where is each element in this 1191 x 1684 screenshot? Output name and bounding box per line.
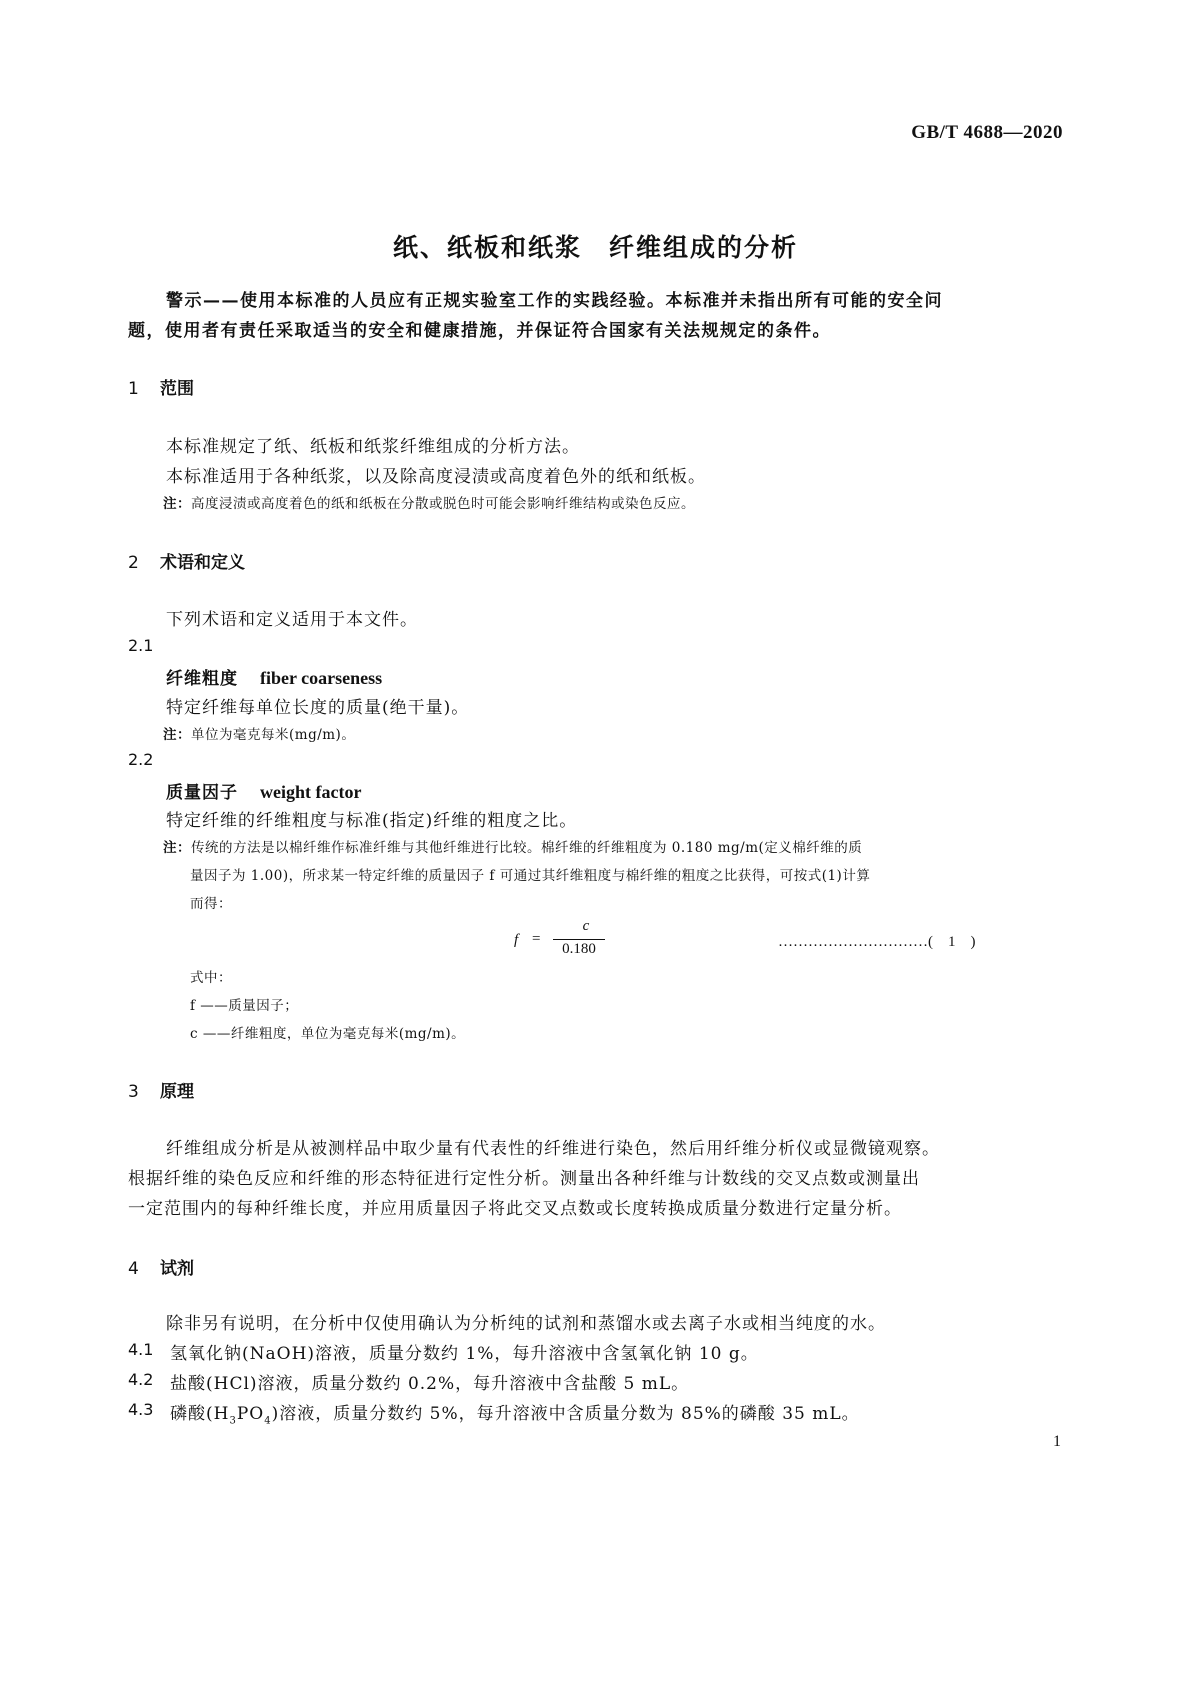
section-3-heading — [128, 1077, 194, 1102]
page-number: 1 — [1053, 1433, 1061, 1450]
note-text: 传统的方法是以棉纤维作标准纤维与其他纤维进行比较。棉纤维的纤维粗度为 0.180 mg/m(定义棉纤维的质 — [191, 840, 863, 856]
formula-lhs: f — [514, 932, 519, 948]
term-2-2-definition: 特定纤维的纤维粗度与标准(指定)纤维的粗度之比。 — [166, 811, 578, 831]
formula-numerator: c — [582, 918, 590, 934]
term-2-1-number: 2.1 — [128, 636, 154, 655]
formula-variable-f: f ——质量因子； — [190, 998, 299, 1014]
section-2-heading — [128, 548, 245, 573]
term-english: weight factor — [260, 782, 362, 802]
note-text: 单位为毫克每米(mg/m)。 — [191, 727, 356, 743]
term-english: fiber coarseness — [260, 668, 383, 688]
note-text: 高度浸渍或高度着色的纸和纸板在分散或脱色时可能会影响纤维结构或染色反应。 — [191, 496, 695, 512]
document-title: 纸、纸板和纸浆 纤维组成的分析 — [392, 233, 798, 262]
term-2-1-definition: 特定纤维每单位长度的质量(绝干量)。 — [166, 698, 470, 718]
term-2-1-heading — [166, 664, 382, 689]
text-part: )溶液，质量分数约 5%，每升溶液中含质量分数为 85%的磷酸 35 mL。 — [271, 1404, 860, 1424]
section-1-heading — [128, 374, 194, 399]
term-2-1-note — [163, 723, 355, 743]
text-part: 磷酸(H — [170, 1404, 230, 1424]
section-4-heading — [128, 1254, 194, 1279]
reagent-4-1-text: 氢氧化钠(NaOH)溶液，质量分数约 1%，每升溶液中含氢氧化钠 10 g。 — [170, 1344, 759, 1364]
principle-line-3: 一定范围内的每种纤维长度，并应用质量因子将此交叉点数或长度转换成质量分数进行定量分析。 — [128, 1199, 902, 1219]
section-number: 2 — [128, 553, 139, 573]
formula-denominator: 0.180 — [562, 941, 596, 957]
section-number: 3 — [128, 1082, 139, 1102]
section-number: 1 — [128, 379, 139, 399]
scope-note — [163, 492, 695, 512]
term-2-2-note-line-3: 而得： — [190, 896, 232, 912]
term-2-2-number: 2.2 — [128, 750, 154, 769]
reagent-4-3-number: 4.3 — [128, 1400, 154, 1419]
formula-equals: = — [532, 931, 541, 947]
term-chinese: 纤维粗度 — [166, 669, 238, 689]
fraction-bar — [553, 939, 605, 940]
term-2-2-note-line-2: 量因子为 1.00)，所求某一特定纤维的质量因子 f 可通过其纤维粗度与棉纤维的粗度之比获得，可按式(1)计算 — [190, 868, 871, 884]
section-title: 范围 — [160, 379, 194, 399]
note-label: 注： — [163, 496, 191, 512]
reagent-4-2-text: 盐酸(HCl)溶液，质量分数约 0.2%，每升溶液中含盐酸 5 mL。 — [170, 1374, 690, 1394]
scope-paragraph-2: 本标准适用于各种纸浆，以及除高度浸渍或高度着色外的纸和纸板。 — [166, 467, 706, 487]
section-number: 4 — [128, 1259, 139, 1279]
warning-line-2: 题，使用者有责任采取适当的安全和健康措施，并保证符合国家有关法规规定的条件。 — [128, 321, 831, 341]
section-title: 术语和定义 — [160, 553, 245, 573]
formula-variable-c: c ——纤维粗度，单位为毫克每米(mg/m)。 — [190, 1026, 466, 1042]
formula-number: …………………………( 1 ) — [778, 934, 976, 950]
terms-intro: 下列术语和定义适用于本文件。 — [166, 610, 418, 630]
term-chinese: 质量因子 — [166, 783, 238, 803]
reagent-4-3-text — [170, 1399, 860, 1426]
formula-where: 式中： — [190, 970, 232, 986]
section-title: 原理 — [160, 1082, 194, 1102]
note-label: 注： — [163, 840, 191, 856]
reagent-4-1-number: 4.1 — [128, 1340, 154, 1359]
scope-paragraph-1: 本标准规定了纸、纸板和纸浆纤维组成的分析方法。 — [166, 437, 580, 457]
subscript: 3 — [229, 1415, 237, 1427]
principle-line-2: 根据纤维的染色反应和纤维的形态特征进行定性分析。测量出各种纤维与计数线的交叉点数或测量出 — [128, 1169, 920, 1189]
note-label: 注： — [163, 727, 191, 743]
text-part: PO — [236, 1404, 265, 1424]
reagent-4-2-number: 4.2 — [128, 1370, 154, 1389]
standard-code: GB/T 4688—2020 — [911, 122, 1063, 143]
principle-line-1: 纤维组成分析是从被测样品中取少量有代表性的纤维进行染色，然后用纤维分析仪或显微镜观察。 — [166, 1139, 940, 1159]
term-2-2-note-line-1 — [163, 836, 862, 856]
reagents-intro: 除非另有说明，在分析中仅使用确认为分析纯的试剂和蒸馏水或去离子水或相当纯度的水。 — [166, 1314, 886, 1334]
warning-line-1: 警示——使用本标准的人员应有正规实验室工作的实践经验。本标准并未指出所有可能的安全问 — [166, 291, 943, 311]
subscript: 4 — [264, 1415, 272, 1427]
term-2-2-heading — [166, 778, 361, 803]
section-title: 试剂 — [160, 1259, 194, 1279]
